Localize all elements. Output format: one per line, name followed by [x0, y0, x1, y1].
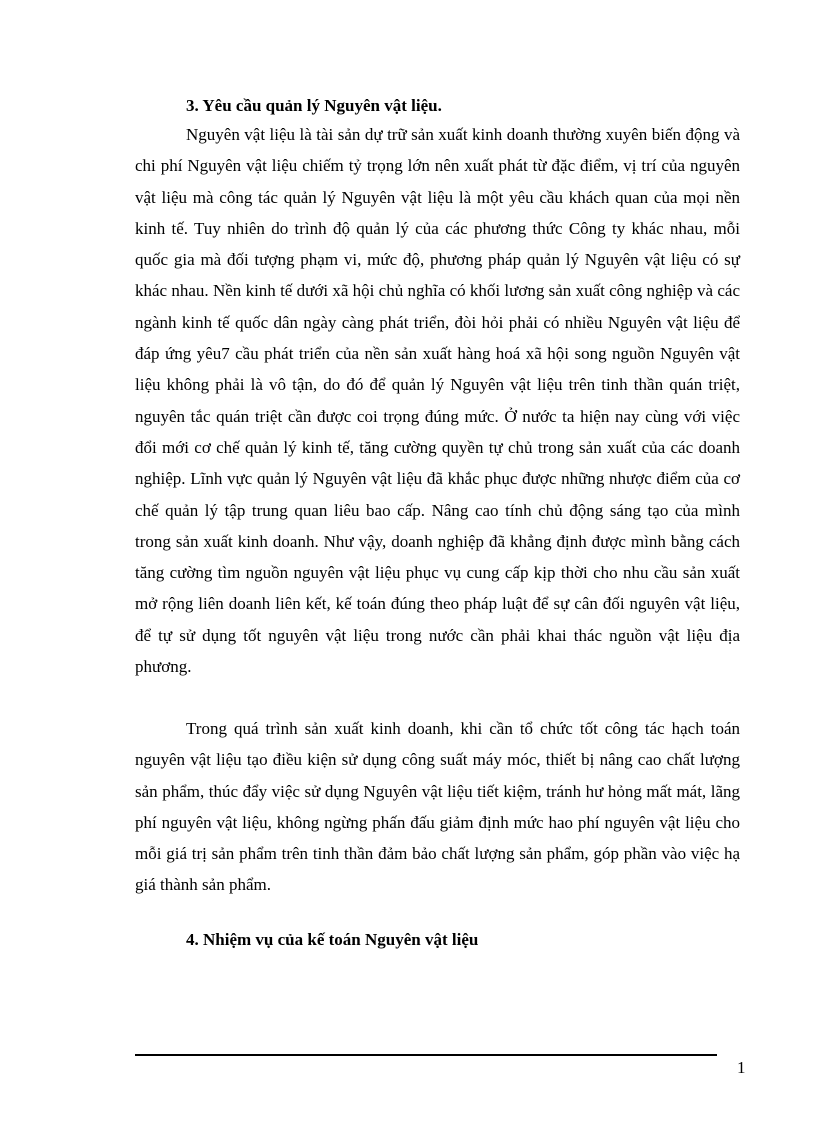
footer-divider: [135, 1054, 717, 1056]
paragraph-1: Nguyên vật liệu là tài sản dự trữ sản xuất kinh doanh thường xuyên biến động và chi phí Nguyên vật liệu chiếm tỷ trọng lớn nên xuất phát từ đặc điểm, vị trí của nguyên vật liệu mà công tác quản lý Nguyên vật liệu là một yêu cầu khách quan của mọi nền kinh tế. Tuy nhiên do trình độ quản lý của các phương thức Công ty khác nhau, mỗi quốc gia mà đối tượng phạm vi, mức độ, phương pháp quản lý Nguyên vật liệu có sự khác nhau. Nền kinh tế dưới xã hội chủ nghĩa có khối lương sản xuất công nghiệp và các ngành kinh tế quốc dân ngày càng phát triển, đòi hỏi phải có nhiều Nguyên vật liệu để đáp ứng yêu7 cầu phát triển của nền sản xuất hàng hoá xã hội song nguồn Nguyên vật liệu không phải là vô tận, do đó để quản lý Nguyên vật liệu trên tinh thần quán triệt, nguyên tắc quán triệt cần được coi trọng đúng mức. Ở nước ta hiện nay cùng với việc đổi mới cơ chế quản lý kinh tế, tăng cường quyền tự chủ trong sản xuất của các doanh nghiệp. Lĩnh vực quản lý Nguyên vật liệu đã khắc phục được những nhược điểm của cơ chế quản lý tập trung quan liêu bao cấp. Nâng cao tính chủ động sáng tạo của mình trong sản xuất kinh doanh. Như vậy, doanh nghiệp đã khẳng định được mình bằng cách tăng cường tìm nguồn nguyên vật liệu phục vụ cung cấp kịp thời cho nhu cầu sản xuất mở rộng liên doanh liên kết, kế toán đúng theo pháp luật để sự cân đối nguyên vật liệu, để tự sử dụng tốt nguyên vật liệu trong nước cần phải khai thác nguồn vật liệu địa phương.: [135, 125, 740, 677]
page-number: 1: [737, 1058, 746, 1077]
section-4-heading: 4. Nhiệm vụ của kế toán Nguyên vật liệu: [186, 930, 479, 949]
section-3-heading: 3. Yêu cầu quản lý Nguyên vật liệu.: [186, 96, 442, 115]
paragraph-2: Trong quá trình sản xuất kinh doanh, khi cần tổ chức tốt công tác hạch toán nguyên vật liệu tạo điều kiện sử dụng công suất máy móc, thiết bị nâng cao chất lượng sản phẩm, thúc đẩy việc sử dụng Nguyên vật liệu tiết kiệm, tránh hư hỏng mất mát, lãng phí nguyên vật liệu, không ngừng phấn đấu giảm định mức hao phí nguyên vật liệu cho mỗi giá trị sản phẩm trên tinh thần đảm bảo chất lượng sản phẩm, góp phần vào việc hạ giá thành sản phẩm.: [135, 719, 740, 895]
